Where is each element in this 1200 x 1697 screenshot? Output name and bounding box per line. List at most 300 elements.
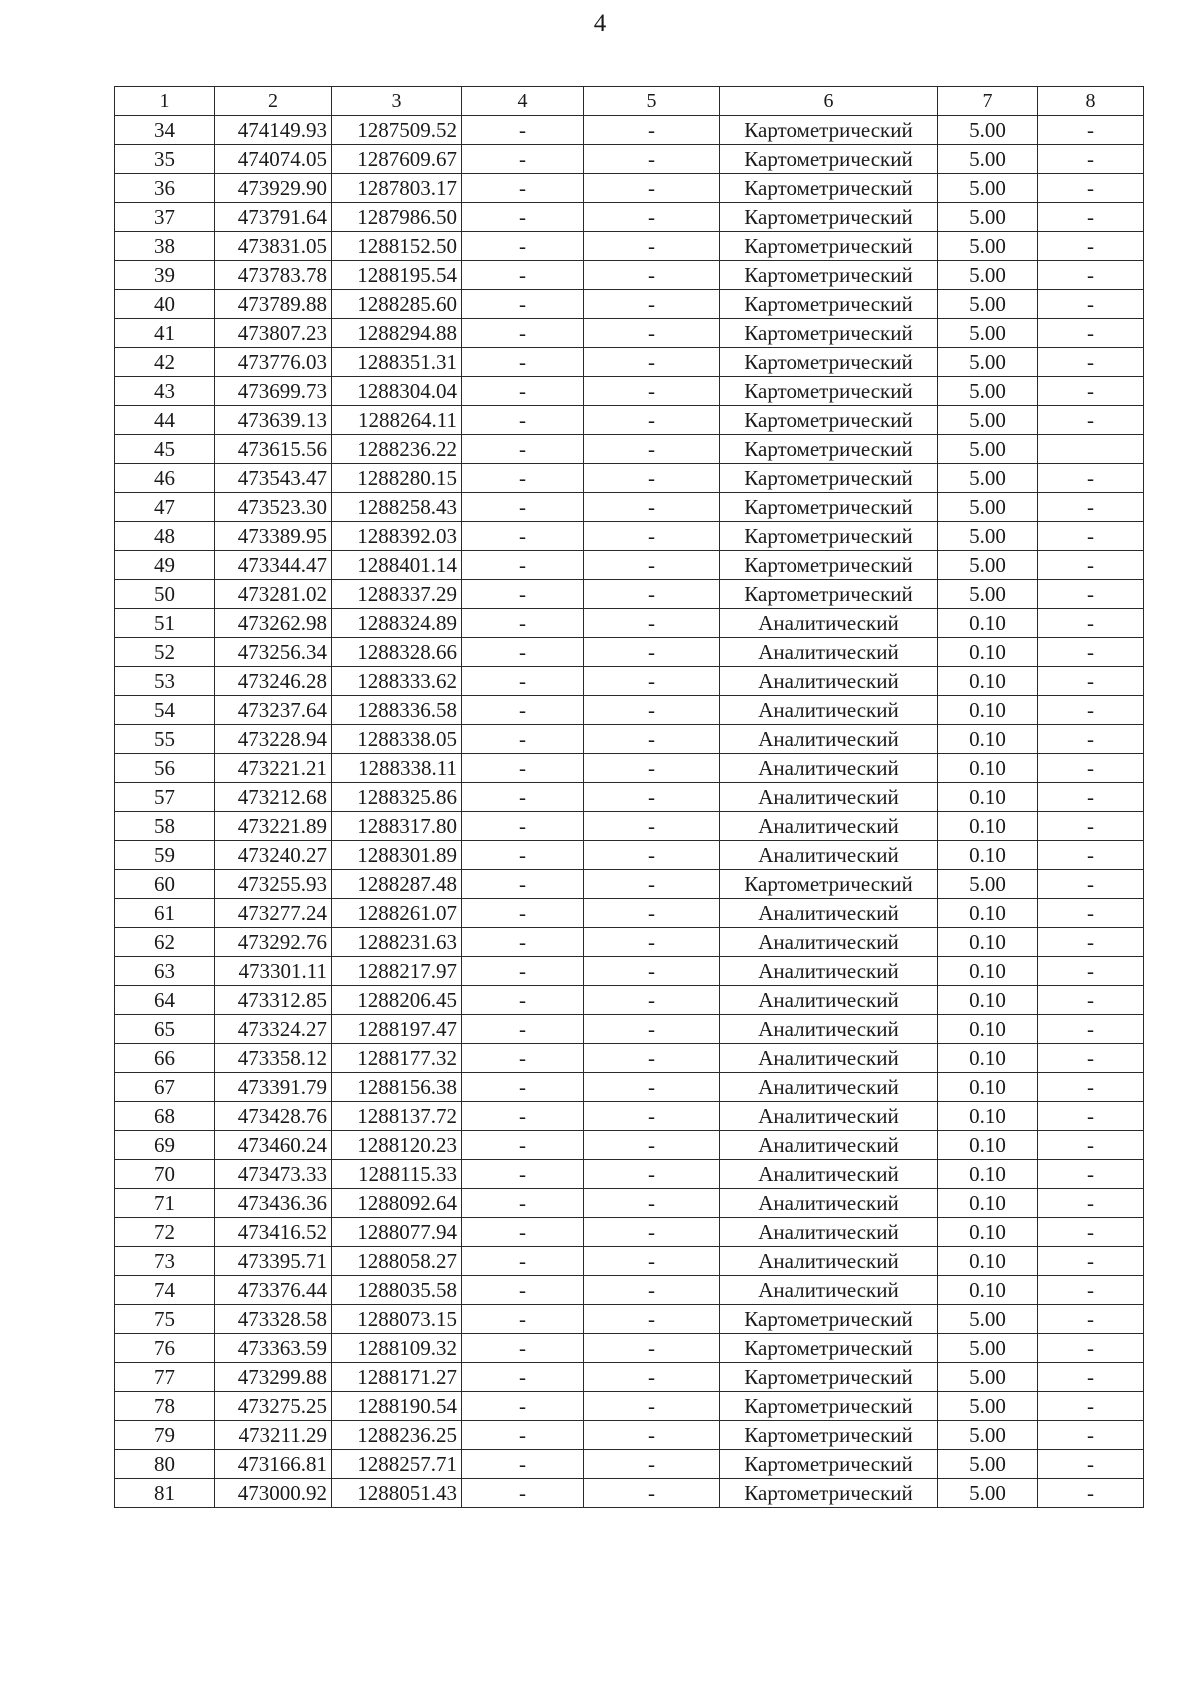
accuracy-cell: 5.00	[938, 406, 1038, 435]
y-coordinate-cell: 1287609.67	[332, 145, 462, 174]
col5-cell: -	[584, 638, 720, 667]
x-coordinate-cell: 473699.73	[215, 377, 332, 406]
method-cell: Аналитический	[720, 1160, 938, 1189]
y-coordinate-cell: 1288287.48	[332, 870, 462, 899]
method-cell: Аналитический	[720, 754, 938, 783]
x-coordinate-cell: 473301.11	[215, 957, 332, 986]
table-row	[115, 928, 1144, 957]
y-coordinate-cell: 1288328.66	[332, 638, 462, 667]
x-coordinate-cell: 473292.76	[215, 928, 332, 957]
accuracy-cell: 5.00	[938, 1334, 1038, 1363]
col8-cell: -	[1038, 928, 1144, 957]
header-cell: 8	[1038, 87, 1144, 116]
col5-cell: -	[584, 522, 720, 551]
table-row	[115, 203, 1144, 232]
col5-cell: -	[584, 377, 720, 406]
y-coordinate-cell: 1288392.03	[332, 522, 462, 551]
col4-cell: -	[462, 290, 584, 319]
header-row	[115, 87, 1144, 116]
table-row	[115, 638, 1144, 667]
point-number-cell: 65	[115, 1015, 215, 1044]
col4-cell: -	[462, 1247, 584, 1276]
col8-cell: -	[1038, 1392, 1144, 1421]
col8-cell: -	[1038, 1160, 1144, 1189]
table-row	[115, 812, 1144, 841]
col8-cell: -	[1038, 1276, 1144, 1305]
col8-cell: -	[1038, 290, 1144, 319]
col4-cell: -	[462, 1131, 584, 1160]
accuracy-cell: 0.10	[938, 1218, 1038, 1247]
col5-cell: -	[584, 145, 720, 174]
table-row	[115, 1334, 1144, 1363]
method-cell: Картометрический	[720, 580, 938, 609]
accuracy-cell: 0.10	[938, 696, 1038, 725]
table-row	[115, 1421, 1144, 1450]
accuracy-cell: 5.00	[938, 435, 1038, 464]
method-cell: Картометрический	[720, 435, 938, 464]
table-row	[115, 464, 1144, 493]
y-coordinate-cell: 1288338.11	[332, 754, 462, 783]
col5-cell: -	[584, 1073, 720, 1102]
x-coordinate-cell: 474149.93	[215, 116, 332, 145]
x-coordinate-cell: 473789.88	[215, 290, 332, 319]
col8-cell: -	[1038, 696, 1144, 725]
point-number-cell: 42	[115, 348, 215, 377]
y-coordinate-cell: 1288333.62	[332, 667, 462, 696]
table-row	[115, 1015, 1144, 1044]
header-cell: 4	[462, 87, 584, 116]
col4-cell: -	[462, 1450, 584, 1479]
col8-cell: -	[1038, 638, 1144, 667]
y-coordinate-cell: 1288051.43	[332, 1479, 462, 1508]
x-coordinate-cell: 473776.03	[215, 348, 332, 377]
col8-cell: -	[1038, 261, 1144, 290]
accuracy-cell: 5.00	[938, 145, 1038, 174]
y-coordinate-cell: 1288258.43	[332, 493, 462, 522]
col5-cell: -	[584, 406, 720, 435]
point-number-cell: 74	[115, 1276, 215, 1305]
method-cell: Аналитический	[720, 1276, 938, 1305]
header-cell: 1	[115, 87, 215, 116]
table-row	[115, 1073, 1144, 1102]
col5-cell: -	[584, 667, 720, 696]
method-cell: Картометрический	[720, 1334, 938, 1363]
y-coordinate-cell: 1288156.38	[332, 1073, 462, 1102]
table-row	[115, 1218, 1144, 1247]
point-number-cell: 49	[115, 551, 215, 580]
col4-cell: -	[462, 580, 584, 609]
col4-cell: -	[462, 841, 584, 870]
x-coordinate-cell: 473255.93	[215, 870, 332, 899]
point-number-cell: 64	[115, 986, 215, 1015]
y-coordinate-cell: 1288231.63	[332, 928, 462, 957]
y-coordinate-cell: 1288337.29	[332, 580, 462, 609]
table-row	[115, 725, 1144, 754]
table-row	[115, 1102, 1144, 1131]
method-cell: Аналитический	[720, 899, 938, 928]
table-row	[115, 1479, 1144, 1508]
col8-cell: -	[1038, 174, 1144, 203]
col5-cell: -	[584, 870, 720, 899]
col4-cell: -	[462, 609, 584, 638]
method-cell: Аналитический	[720, 812, 938, 841]
x-coordinate-cell: 473395.71	[215, 1247, 332, 1276]
accuracy-cell: 5.00	[938, 348, 1038, 377]
col8-cell	[1038, 435, 1144, 464]
accuracy-cell: 5.00	[938, 203, 1038, 232]
y-coordinate-cell: 1288195.54	[332, 261, 462, 290]
col4-cell: -	[462, 696, 584, 725]
method-cell: Картометрический	[720, 174, 938, 203]
point-number-cell: 61	[115, 899, 215, 928]
col4-cell: -	[462, 522, 584, 551]
col5-cell: -	[584, 812, 720, 841]
x-coordinate-cell: 473363.59	[215, 1334, 332, 1363]
accuracy-cell: 0.10	[938, 1131, 1038, 1160]
accuracy-cell: 5.00	[938, 1421, 1038, 1450]
x-coordinate-cell: 473376.44	[215, 1276, 332, 1305]
y-coordinate-cell: 1287986.50	[332, 203, 462, 232]
point-number-cell: 45	[115, 435, 215, 464]
col4-cell: -	[462, 435, 584, 464]
table-row	[115, 522, 1144, 551]
x-coordinate-cell: 473211.29	[215, 1421, 332, 1450]
accuracy-cell: 5.00	[938, 1305, 1038, 1334]
col4-cell: -	[462, 319, 584, 348]
col5-cell: -	[584, 1189, 720, 1218]
point-number-cell: 81	[115, 1479, 215, 1508]
table-row	[115, 957, 1144, 986]
col5-cell: -	[584, 551, 720, 580]
col8-cell: -	[1038, 1189, 1144, 1218]
y-coordinate-cell: 1288077.94	[332, 1218, 462, 1247]
table-row	[115, 551, 1144, 580]
method-cell: Картометрический	[720, 1421, 938, 1450]
x-coordinate-cell: 473543.47	[215, 464, 332, 493]
col8-cell: -	[1038, 522, 1144, 551]
method-cell: Аналитический	[720, 1015, 938, 1044]
col5-cell: -	[584, 116, 720, 145]
col5-cell: -	[584, 580, 720, 609]
accuracy-cell: 5.00	[938, 464, 1038, 493]
method-cell: Аналитический	[720, 1073, 938, 1102]
col8-cell: -	[1038, 754, 1144, 783]
accuracy-cell: 5.00	[938, 377, 1038, 406]
accuracy-cell: 0.10	[938, 899, 1038, 928]
accuracy-cell: 0.10	[938, 1276, 1038, 1305]
x-coordinate-cell: 473416.52	[215, 1218, 332, 1247]
table-row	[115, 232, 1144, 261]
table-row	[115, 1392, 1144, 1421]
method-cell: Аналитический	[720, 1218, 938, 1247]
col8-cell: -	[1038, 1421, 1144, 1450]
col8-cell: -	[1038, 1450, 1144, 1479]
col5-cell: -	[584, 1276, 720, 1305]
accuracy-cell: 0.10	[938, 957, 1038, 986]
x-coordinate-cell: 473000.92	[215, 1479, 332, 1508]
accuracy-cell: 0.10	[938, 1189, 1038, 1218]
col4-cell: -	[462, 1189, 584, 1218]
col5-cell: -	[584, 493, 720, 522]
col4-cell: -	[462, 928, 584, 957]
col4-cell: -	[462, 1073, 584, 1102]
x-coordinate-cell: 473312.85	[215, 986, 332, 1015]
point-number-cell: 69	[115, 1131, 215, 1160]
method-cell: Аналитический	[720, 1247, 938, 1276]
col4-cell: -	[462, 1305, 584, 1334]
y-coordinate-cell: 1288190.54	[332, 1392, 462, 1421]
accuracy-cell: 0.10	[938, 783, 1038, 812]
method-cell: Картометрический	[720, 1450, 938, 1479]
point-number-cell: 58	[115, 812, 215, 841]
header-cell: 5	[584, 87, 720, 116]
x-coordinate-cell: 473436.36	[215, 1189, 332, 1218]
accuracy-cell: 0.10	[938, 928, 1038, 957]
col5-cell: -	[584, 1334, 720, 1363]
col5-cell: -	[584, 261, 720, 290]
col4-cell: -	[462, 1015, 584, 1044]
col4-cell: -	[462, 551, 584, 580]
accuracy-cell: 5.00	[938, 1363, 1038, 1392]
table-row	[115, 406, 1144, 435]
col5-cell: -	[584, 1044, 720, 1073]
x-coordinate-cell: 473831.05	[215, 232, 332, 261]
col8-cell: -	[1038, 580, 1144, 609]
x-coordinate-cell: 473615.56	[215, 435, 332, 464]
y-coordinate-cell: 1288120.23	[332, 1131, 462, 1160]
method-cell: Аналитический	[720, 638, 938, 667]
col4-cell: -	[462, 667, 584, 696]
col8-cell: -	[1038, 203, 1144, 232]
x-coordinate-cell: 473277.24	[215, 899, 332, 928]
accuracy-cell: 0.10	[938, 841, 1038, 870]
accuracy-cell: 0.10	[938, 1073, 1038, 1102]
col4-cell: -	[462, 1160, 584, 1189]
col4-cell: -	[462, 1421, 584, 1450]
x-coordinate-cell: 473523.30	[215, 493, 332, 522]
header-cell: 6	[720, 87, 938, 116]
point-number-cell: 59	[115, 841, 215, 870]
col5-cell: -	[584, 435, 720, 464]
col8-cell: -	[1038, 1247, 1144, 1276]
accuracy-cell: 5.00	[938, 870, 1038, 899]
point-number-cell: 71	[115, 1189, 215, 1218]
col8-cell: -	[1038, 1479, 1144, 1508]
method-cell: Картометрический	[720, 1305, 938, 1334]
method-cell: Аналитический	[720, 928, 938, 957]
table-row	[115, 986, 1144, 1015]
accuracy-cell: 0.10	[938, 754, 1038, 783]
table-row	[115, 116, 1144, 145]
accuracy-cell: 0.10	[938, 812, 1038, 841]
method-cell: Аналитический	[720, 667, 938, 696]
table-row	[115, 1363, 1144, 1392]
table-row	[115, 667, 1144, 696]
accuracy-cell: 5.00	[938, 319, 1038, 348]
table-body	[115, 87, 1144, 1508]
col8-cell: -	[1038, 841, 1144, 870]
point-number-cell: 53	[115, 667, 215, 696]
y-coordinate-cell: 1288351.31	[332, 348, 462, 377]
y-coordinate-cell: 1288264.11	[332, 406, 462, 435]
point-number-cell: 67	[115, 1073, 215, 1102]
col4-cell: -	[462, 754, 584, 783]
point-number-cell: 80	[115, 1450, 215, 1479]
col5-cell: -	[584, 1015, 720, 1044]
point-number-cell: 37	[115, 203, 215, 232]
col8-cell: -	[1038, 116, 1144, 145]
col8-cell: -	[1038, 899, 1144, 928]
col8-cell: -	[1038, 1363, 1144, 1392]
col5-cell: -	[584, 1131, 720, 1160]
col4-cell: -	[462, 1218, 584, 1247]
col8-cell: -	[1038, 1015, 1144, 1044]
x-coordinate-cell: 473166.81	[215, 1450, 332, 1479]
col4-cell: -	[462, 174, 584, 203]
method-cell: Аналитический	[720, 1102, 938, 1131]
y-coordinate-cell: 1288236.22	[332, 435, 462, 464]
col5-cell: -	[584, 174, 720, 203]
table-row	[115, 261, 1144, 290]
table-row	[115, 493, 1144, 522]
col8-cell: -	[1038, 377, 1144, 406]
y-coordinate-cell: 1288401.14	[332, 551, 462, 580]
point-number-cell: 41	[115, 319, 215, 348]
col8-cell: -	[1038, 1073, 1144, 1102]
x-coordinate-cell: 473473.33	[215, 1160, 332, 1189]
col5-cell: -	[584, 290, 720, 319]
table-row	[115, 580, 1144, 609]
method-cell: Картометрический	[720, 116, 938, 145]
y-coordinate-cell: 1288336.58	[332, 696, 462, 725]
y-coordinate-cell: 1288338.05	[332, 725, 462, 754]
x-coordinate-cell: 473639.13	[215, 406, 332, 435]
col8-cell: -	[1038, 812, 1144, 841]
y-coordinate-cell: 1288280.15	[332, 464, 462, 493]
col5-cell: -	[584, 1305, 720, 1334]
point-number-cell: 48	[115, 522, 215, 551]
col4-cell: -	[462, 232, 584, 261]
y-coordinate-cell: 1288317.80	[332, 812, 462, 841]
table-row	[115, 174, 1144, 203]
point-number-cell: 73	[115, 1247, 215, 1276]
col4-cell: -	[462, 493, 584, 522]
method-cell: Картометрический	[720, 406, 938, 435]
accuracy-cell: 0.10	[938, 667, 1038, 696]
col8-cell: -	[1038, 232, 1144, 261]
x-coordinate-cell: 473221.89	[215, 812, 332, 841]
x-coordinate-cell: 473212.68	[215, 783, 332, 812]
col8-cell: -	[1038, 783, 1144, 812]
method-cell: Картометрический	[720, 348, 938, 377]
col5-cell: -	[584, 754, 720, 783]
method-cell: Картометрический	[720, 551, 938, 580]
method-cell: Картометрический	[720, 870, 938, 899]
col4-cell: -	[462, 899, 584, 928]
col8-cell: -	[1038, 1044, 1144, 1073]
point-number-cell: 75	[115, 1305, 215, 1334]
col8-cell: -	[1038, 1305, 1144, 1334]
col5-cell: -	[584, 1421, 720, 1450]
table-row	[115, 377, 1144, 406]
x-coordinate-cell: 473460.24	[215, 1131, 332, 1160]
coordinates-table	[114, 86, 1144, 1508]
point-number-cell: 50	[115, 580, 215, 609]
col4-cell: -	[462, 261, 584, 290]
method-cell: Аналитический	[720, 725, 938, 754]
y-coordinate-cell: 1288301.89	[332, 841, 462, 870]
col5-cell: -	[584, 348, 720, 377]
method-cell: Аналитический	[720, 1189, 938, 1218]
page-number: 4	[593, 10, 607, 37]
x-coordinate-cell: 473783.78	[215, 261, 332, 290]
col8-cell: -	[1038, 551, 1144, 580]
method-cell: Картометрический	[720, 493, 938, 522]
col5-cell: -	[584, 1392, 720, 1421]
x-coordinate-cell: 473807.23	[215, 319, 332, 348]
header-cell: 2	[215, 87, 332, 116]
table-row	[115, 899, 1144, 928]
col4-cell: -	[462, 1044, 584, 1073]
table-row	[115, 841, 1144, 870]
point-number-cell: 70	[115, 1160, 215, 1189]
col8-cell: -	[1038, 145, 1144, 174]
y-coordinate-cell: 1287803.17	[332, 174, 462, 203]
table-row	[115, 870, 1144, 899]
method-cell: Картометрический	[720, 522, 938, 551]
y-coordinate-cell: 1288324.89	[332, 609, 462, 638]
col4-cell: -	[462, 203, 584, 232]
point-number-cell: 46	[115, 464, 215, 493]
col5-cell: -	[584, 1363, 720, 1392]
point-number-cell: 62	[115, 928, 215, 957]
method-cell: Аналитический	[720, 841, 938, 870]
point-number-cell: 51	[115, 609, 215, 638]
accuracy-cell: 5.00	[938, 174, 1038, 203]
table-row	[115, 1131, 1144, 1160]
col5-cell: -	[584, 1247, 720, 1276]
point-number-cell: 79	[115, 1421, 215, 1450]
y-coordinate-cell: 1288109.32	[332, 1334, 462, 1363]
col8-cell: -	[1038, 348, 1144, 377]
x-coordinate-cell: 473228.94	[215, 725, 332, 754]
col8-cell: -	[1038, 1218, 1144, 1247]
point-number-cell: 60	[115, 870, 215, 899]
col5-cell: -	[584, 696, 720, 725]
method-cell: Аналитический	[720, 783, 938, 812]
y-coordinate-cell: 1288261.07	[332, 899, 462, 928]
col5-cell: -	[584, 957, 720, 986]
col4-cell: -	[462, 406, 584, 435]
col8-cell: -	[1038, 725, 1144, 754]
table-row	[115, 290, 1144, 319]
accuracy-cell: 0.10	[938, 986, 1038, 1015]
point-number-cell: 54	[115, 696, 215, 725]
table-row	[115, 1450, 1144, 1479]
x-coordinate-cell: 473281.02	[215, 580, 332, 609]
method-cell: Аналитический	[720, 696, 938, 725]
col8-cell: -	[1038, 1131, 1144, 1160]
col5-cell: -	[584, 1479, 720, 1508]
col5-cell: -	[584, 319, 720, 348]
point-number-cell: 56	[115, 754, 215, 783]
col4-cell: -	[462, 957, 584, 986]
method-cell: Аналитический	[720, 1131, 938, 1160]
y-coordinate-cell: 1288294.88	[332, 319, 462, 348]
accuracy-cell: 5.00	[938, 232, 1038, 261]
col8-cell: -	[1038, 464, 1144, 493]
table-row	[115, 1189, 1144, 1218]
